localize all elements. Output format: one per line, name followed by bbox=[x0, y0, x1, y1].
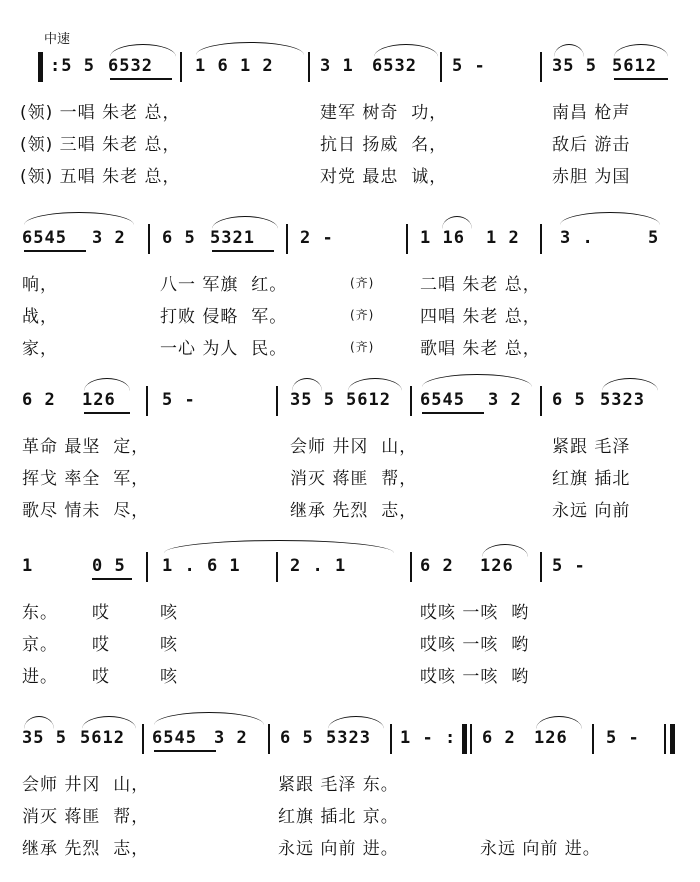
lyric-marker: (齐) bbox=[350, 276, 375, 290]
lyric: 永远 向前 bbox=[552, 501, 631, 521]
note-group: 1 . 6 1 bbox=[162, 556, 241, 576]
lyric: 消灭 蒋匪 帮， bbox=[290, 469, 418, 489]
note-group: 2 - bbox=[300, 228, 334, 248]
note-group: 6532 bbox=[108, 56, 153, 76]
slur bbox=[374, 44, 438, 57]
note-group: 126 bbox=[480, 556, 514, 576]
final-barline bbox=[664, 724, 666, 754]
barline bbox=[592, 724, 594, 754]
lyric: 红旗 插北 京。 bbox=[278, 807, 399, 827]
lyric: 四唱 朱老 总， bbox=[420, 307, 541, 327]
lyric: 打败 侵略 军。 bbox=[160, 307, 288, 327]
notes-row bbox=[0, 52, 700, 82]
note-group: 3 2 bbox=[92, 228, 126, 248]
note-group: 5 - bbox=[162, 390, 196, 410]
lyric: 歌尽 情未 尽， bbox=[22, 501, 150, 521]
barline bbox=[276, 386, 278, 416]
note-group: 6 5 bbox=[552, 390, 586, 410]
note-group: 35 5 bbox=[290, 390, 335, 410]
barline bbox=[268, 724, 270, 754]
note-group: 0 5 bbox=[92, 556, 126, 576]
note-group: 1 16 bbox=[420, 228, 465, 248]
slur bbox=[212, 216, 278, 229]
lyric: 咳 bbox=[160, 635, 178, 655]
note-group: 5612 bbox=[612, 56, 657, 76]
note-group: 3 1 bbox=[320, 56, 354, 76]
note-group: 5612 bbox=[80, 728, 125, 748]
lyric: 消灭 蒋匪 帮， bbox=[22, 807, 150, 827]
notes-row bbox=[0, 386, 700, 416]
lyric: (领) 五唱 朱老 总， bbox=[20, 167, 181, 187]
barline bbox=[406, 224, 408, 254]
note-group: 6545 bbox=[152, 728, 197, 748]
lyric: (领) 一唱 朱老 总， bbox=[20, 103, 181, 123]
beam bbox=[614, 78, 668, 80]
note-group: 6 5 bbox=[162, 228, 196, 248]
note-group: 5 bbox=[648, 228, 660, 248]
slur bbox=[164, 540, 394, 553]
lyric: 紧跟 毛泽 bbox=[552, 437, 631, 457]
lyric: 响， bbox=[22, 275, 58, 295]
note-group: 1 - : bbox=[400, 728, 457, 748]
lyric: 红旗 插北 bbox=[552, 469, 631, 489]
slur bbox=[560, 212, 660, 225]
lyric: 继承 先烈 志， bbox=[290, 501, 418, 521]
slur bbox=[82, 716, 136, 729]
lyric: 哎咳 一咳 哟 bbox=[420, 635, 530, 655]
lyric: 一心 为人 民。 bbox=[160, 339, 288, 359]
lyric-marker: (齐) bbox=[350, 308, 375, 322]
note-group: 126 bbox=[82, 390, 116, 410]
lyric: 挥戈 率全 军， bbox=[22, 469, 150, 489]
note-group: 6532 bbox=[372, 56, 417, 76]
lyric: 家， bbox=[22, 339, 58, 359]
note-group: 35 5 bbox=[22, 728, 67, 748]
lyric: 哎 bbox=[92, 635, 110, 655]
note-group: 3 . bbox=[560, 228, 594, 248]
beam bbox=[110, 78, 172, 80]
note-group: 5 - bbox=[552, 556, 586, 576]
note-group: 126 bbox=[534, 728, 568, 748]
slur bbox=[24, 716, 54, 729]
slur bbox=[348, 378, 402, 391]
note-group: 6 2 bbox=[420, 556, 454, 576]
lyric: 永远 向前 进。 bbox=[480, 839, 601, 859]
note-group: 35 5 bbox=[552, 56, 597, 76]
slur bbox=[328, 716, 384, 729]
lyric: 京。 bbox=[22, 635, 58, 655]
lyric: 建军 树奇 功， bbox=[320, 103, 448, 123]
beam bbox=[422, 412, 484, 414]
slur bbox=[84, 378, 130, 391]
slur bbox=[536, 716, 582, 729]
beam bbox=[92, 578, 132, 580]
slur bbox=[422, 374, 532, 387]
slur bbox=[602, 378, 658, 391]
barline bbox=[410, 386, 412, 416]
slur bbox=[24, 212, 134, 225]
barline bbox=[276, 552, 278, 582]
note-group: 6 5 bbox=[280, 728, 314, 748]
lyric: 会师 井冈 山， bbox=[290, 437, 418, 457]
barline bbox=[180, 52, 182, 82]
barline bbox=[148, 224, 150, 254]
slur bbox=[110, 44, 176, 57]
lyric: 赤胆 为国 bbox=[552, 167, 631, 187]
barline bbox=[146, 386, 148, 416]
barline bbox=[470, 724, 472, 754]
barline bbox=[308, 52, 310, 82]
lyric: 咳 bbox=[160, 667, 178, 687]
beam bbox=[154, 750, 216, 752]
note-group: 5323 bbox=[600, 390, 645, 410]
barline bbox=[440, 52, 442, 82]
lyric: 歌唱 朱老 总， bbox=[420, 339, 541, 359]
lyric: 咳 bbox=[160, 603, 178, 623]
barline bbox=[146, 552, 148, 582]
lyric: 进。 bbox=[22, 667, 58, 687]
note-group: 6 2 bbox=[482, 728, 516, 748]
lyric: 哎咳 一咳 哟 bbox=[420, 603, 530, 623]
note-group: 3 2 bbox=[214, 728, 248, 748]
lyric: (领) 三唱 朱老 总， bbox=[20, 135, 181, 155]
barline bbox=[540, 224, 542, 254]
beam bbox=[84, 412, 130, 414]
lyric-marker: (齐) bbox=[350, 340, 375, 354]
tempo-marking: 中速 bbox=[44, 32, 71, 47]
barline bbox=[142, 724, 144, 754]
lyric: 东。 bbox=[22, 603, 58, 623]
barline bbox=[540, 552, 542, 582]
slur bbox=[196, 42, 304, 55]
note-group: 1 bbox=[22, 556, 34, 576]
note-group: 6545 bbox=[22, 228, 67, 248]
lyric: 敌后 游击 bbox=[552, 135, 631, 155]
barline bbox=[390, 724, 392, 754]
note-group: 5 - bbox=[452, 56, 486, 76]
note-group: 5 - bbox=[606, 728, 640, 748]
repeat-end-barline bbox=[462, 724, 467, 754]
lyric: 二唱 朱老 总， bbox=[420, 275, 541, 295]
barline bbox=[410, 552, 412, 582]
lyric: 会师 井冈 山， bbox=[22, 775, 150, 795]
barline bbox=[540, 52, 542, 82]
slur bbox=[154, 712, 264, 725]
note-group: 6 2 bbox=[22, 390, 56, 410]
lyric: 哎 bbox=[92, 667, 110, 687]
lyric: 哎咳 一咳 哟 bbox=[420, 667, 530, 687]
note-group: 5323 bbox=[326, 728, 371, 748]
lyric: 战， bbox=[22, 307, 58, 327]
slur bbox=[292, 378, 322, 391]
barline bbox=[286, 224, 288, 254]
lyric: 南昌 枪声 bbox=[552, 103, 631, 123]
notes-row bbox=[0, 724, 700, 754]
note-group: 1 6 1 2 bbox=[195, 56, 274, 76]
lyric: 对党 最忠 诚， bbox=[320, 167, 448, 187]
final-barline-thick bbox=[670, 724, 675, 754]
lyric: 紧跟 毛泽 东。 bbox=[278, 775, 399, 795]
note-group: 5321 bbox=[210, 228, 255, 248]
notes-row bbox=[0, 224, 700, 254]
slur bbox=[554, 44, 584, 57]
lyric: 抗日 扬威 名， bbox=[320, 135, 448, 155]
notes-row bbox=[0, 552, 700, 582]
slur bbox=[442, 216, 472, 229]
beam bbox=[212, 250, 274, 252]
note-group: 6545 bbox=[420, 390, 465, 410]
note-group: 3 2 bbox=[488, 390, 522, 410]
repeat-start-barline bbox=[38, 52, 43, 82]
note-group: 2 . 1 bbox=[290, 556, 347, 576]
lyric: 八一 军旗 红。 bbox=[160, 275, 288, 295]
note-group: 1 2 bbox=[486, 228, 520, 248]
lyric: 继承 先烈 志， bbox=[22, 839, 150, 859]
beam bbox=[24, 250, 86, 252]
lyric: 永远 向前 进。 bbox=[278, 839, 399, 859]
note-group: 5612 bbox=[346, 390, 391, 410]
slur bbox=[482, 544, 528, 557]
barline bbox=[540, 386, 542, 416]
lyric: 哎 bbox=[92, 603, 110, 623]
slur bbox=[614, 44, 668, 57]
lyric: 革命 最坚 定， bbox=[22, 437, 150, 457]
note-group: :5 5 bbox=[50, 56, 95, 76]
